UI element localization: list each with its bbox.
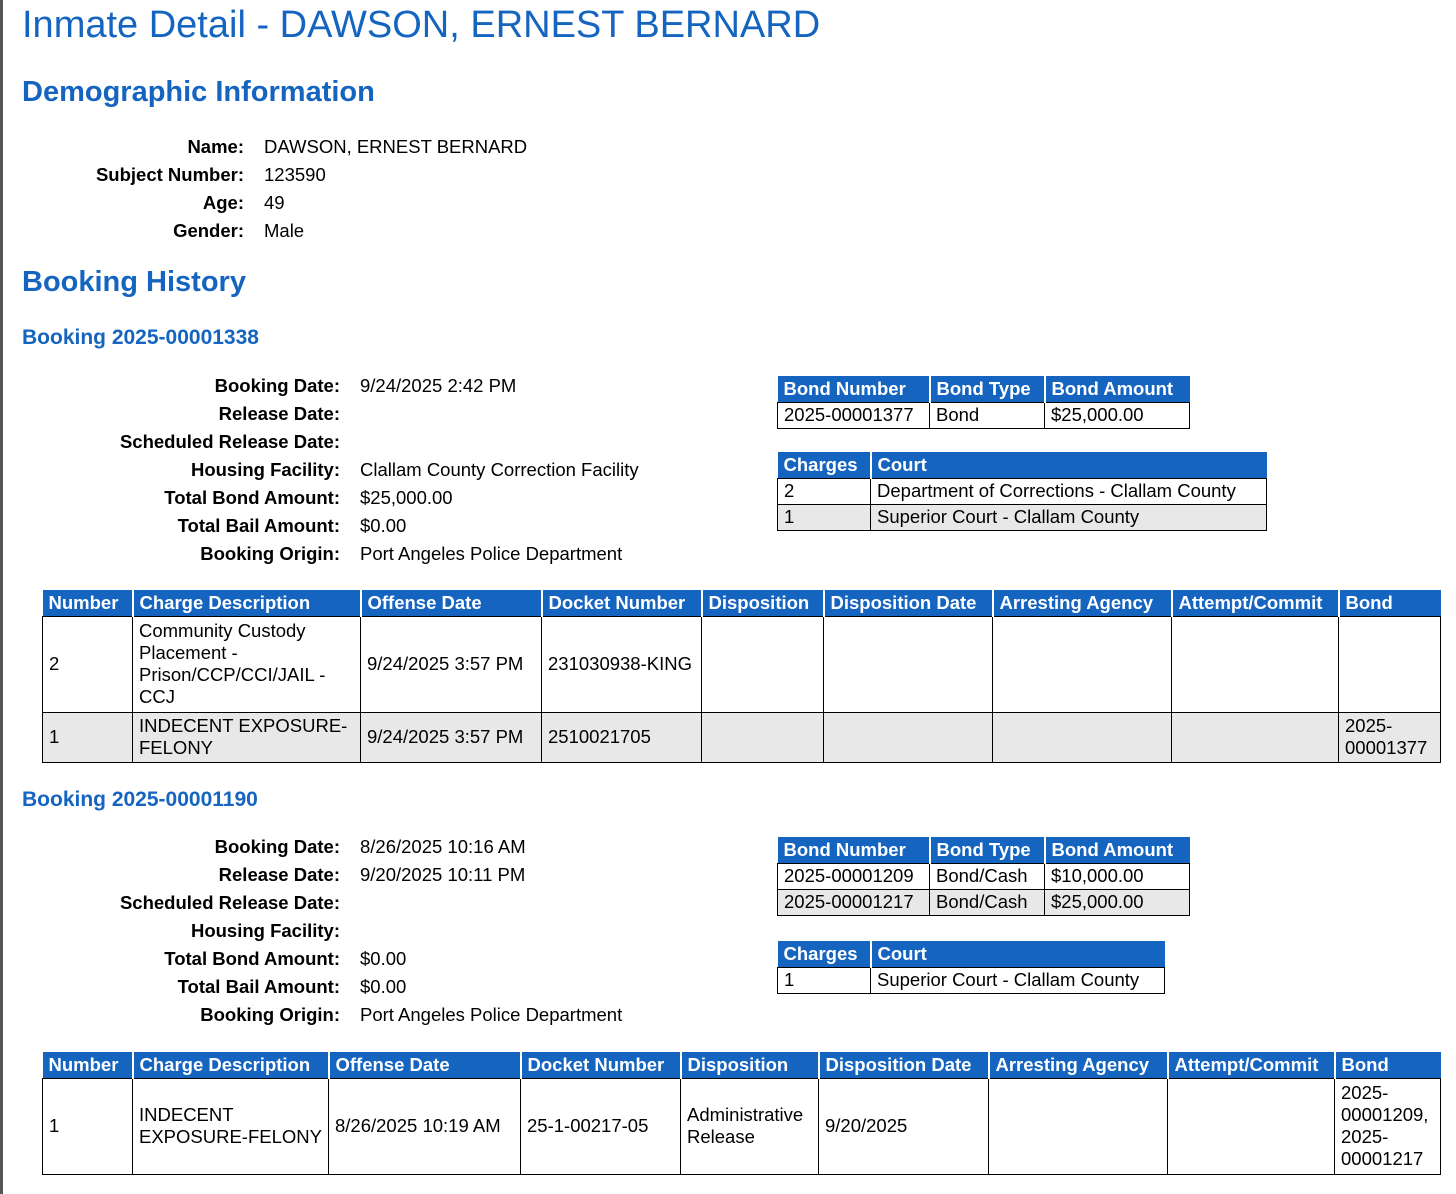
booking-detail-label: Booking Date: <box>214 836 340 857</box>
booking-detail-label: Booking Origin: <box>200 1004 340 1025</box>
booking-heading: Booking 2025-00001338 <box>22 326 259 349</box>
bond-table-header <box>778 376 1190 402</box>
court-name-cell: Superior Court - Clallam County <box>871 504 1267 530</box>
column-header-bond: Bond <box>1339 590 1441 616</box>
bond-amount-cell: $10,000.00 <box>1045 863 1190 889</box>
booking-detail-label: Total Bail Amount: <box>177 515 340 536</box>
docket-number-cell: 231030938-KING <box>542 616 702 712</box>
booking-detail-label: Housing Facility: <box>190 459 340 480</box>
column-header-bond-type: Bond Type <box>930 837 1045 863</box>
column-header-disposition: Disposition <box>702 590 824 616</box>
column-header-bond-type: Bond Type <box>930 376 1045 402</box>
disposition-cell <box>702 712 824 762</box>
booking-detail-row <box>106 917 622 945</box>
booking-detail-value <box>360 428 639 456</box>
booking-detail-value: $0.00 <box>360 515 407 536</box>
disposition-date-cell <box>824 616 993 712</box>
bond-amount-cell: $25,000.00 <box>1045 402 1190 428</box>
attempt-commit-cell <box>1168 1078 1335 1174</box>
column-header-number: Number <box>43 590 133 616</box>
column-header-disposition: Disposition <box>681 1052 819 1078</box>
disposition-cell <box>702 616 824 712</box>
demographic-label: Subject Number: <box>95 164 244 185</box>
demographic-row <box>86 161 527 189</box>
bond-row <box>778 402 1190 428</box>
booking-detail-value: Port Angeles Police Department <box>360 543 623 564</box>
booking-detail-label: Housing Facility: <box>190 920 340 941</box>
charge-number-cell: 1 <box>43 712 133 762</box>
booking-detail-row <box>106 540 639 568</box>
left-border <box>0 0 3 1194</box>
court-row <box>778 504 1267 530</box>
column-header-bond: Bond <box>1335 1052 1441 1078</box>
bond-row <box>778 863 1190 889</box>
docket-number-cell: 2510021705 <box>542 712 702 762</box>
demographic-table <box>86 133 527 245</box>
booking-detail-label: Booking Origin: <box>200 543 340 564</box>
bond-row <box>778 889 1190 915</box>
court-table <box>777 452 1267 531</box>
arresting-agency-cell <box>993 712 1172 762</box>
bond-table <box>777 837 1190 916</box>
booking-detail-row <box>106 1001 622 1029</box>
charge-number-cell: 2 <box>43 616 133 712</box>
booking-detail-value: $0.00 <box>360 976 407 997</box>
demographic-row <box>86 189 527 217</box>
bond-table <box>777 376 1190 429</box>
column-header-charge-description: Charge Description <box>133 590 361 616</box>
column-header-attempt-commit: Attempt/Commit <box>1168 1052 1335 1078</box>
column-header-bond-number: Bond Number <box>778 376 930 402</box>
charge-description-cell: INDECENT EXPOSURE-FELONY <box>133 712 361 762</box>
docket-number-cell: 25-1-00217-05 <box>521 1078 681 1174</box>
booking-detail-row <box>106 372 639 400</box>
column-header-charges: Charges <box>778 452 871 478</box>
court-table <box>777 941 1165 994</box>
booking-detail-value <box>360 917 622 945</box>
demographic-label: Name: <box>187 136 244 157</box>
arresting-agency-cell <box>989 1078 1168 1174</box>
charges-table <box>42 1052 1441 1175</box>
charge-description-cell: INDECENT EXPOSURE-FELONY <box>133 1078 329 1174</box>
court-charges-cell: 2 <box>778 478 871 504</box>
bond-number-cell: 2025-00001217 <box>778 889 930 915</box>
column-header-charge-description: Charge Description <box>133 1052 329 1078</box>
column-header-court: Court <box>871 941 1165 967</box>
booking-detail-row <box>106 512 639 540</box>
booking-history-heading: Booking History <box>22 266 246 298</box>
column-header-bond-amount: Bond Amount <box>1045 376 1190 402</box>
bond-cell: 2025-00001377 <box>1339 712 1441 762</box>
booking-detail-label: Total Bond Amount: <box>164 487 340 508</box>
bond-type-cell: Bond <box>930 402 1045 428</box>
arresting-agency-cell <box>993 616 1172 712</box>
demographic-label: Age: <box>202 192 244 213</box>
charge-row <box>43 616 1441 712</box>
column-header-arresting-agency: Arresting Agency <box>993 590 1172 616</box>
booking-details-table <box>106 833 622 1029</box>
disposition-cell: Administrative Release <box>681 1078 819 1174</box>
court-charges-cell: 1 <box>778 504 871 530</box>
booking-detail-value <box>360 400 639 428</box>
charges-table-header <box>43 590 1441 616</box>
booking-detail-value: $0.00 <box>360 948 407 969</box>
booking-heading: Booking 2025-00001190 <box>22 788 258 811</box>
court-name-cell: Department of Corrections - Clallam County <box>871 478 1267 504</box>
court-table-header <box>778 941 1165 967</box>
booking-detail-value: 8/26/2025 10:16 AM <box>360 836 526 857</box>
booking-detail-row <box>106 400 639 428</box>
charge-description-cell: Community Custody Placement - Prison/CCP/CCI/JAIL - CCJ <box>133 616 361 712</box>
booking-detail-value: Port Angeles Police Department <box>360 1004 623 1025</box>
booking-detail-label: Release Date: <box>218 864 340 885</box>
booking-details-table <box>106 372 639 568</box>
disposition-date-cell <box>824 712 993 762</box>
column-header-docket-number: Docket Number <box>521 1052 681 1078</box>
column-header-attempt-commit: Attempt/Commit <box>1172 590 1339 616</box>
booking-detail-value: 9/20/2025 10:11 PM <box>360 864 526 885</box>
page-title: Inmate Detail - DAWSON, ERNEST BERNARD <box>22 4 821 46</box>
booking-detail-row <box>106 973 622 1001</box>
booking-detail-value: 9/24/2025 2:42 PM <box>360 375 517 396</box>
booking-detail-row <box>106 945 622 973</box>
booking-detail-row <box>106 428 639 456</box>
column-header-arresting-agency: Arresting Agency <box>989 1052 1168 1078</box>
booking-detail-label: Booking Date: <box>214 375 340 396</box>
booking-detail-label: Scheduled Release Date: <box>119 892 340 913</box>
bond-type-cell: Bond/Cash <box>930 863 1045 889</box>
demographic-label: Gender: <box>173 220 244 241</box>
bond-amount-cell: $25,000.00 <box>1045 889 1190 915</box>
column-header-bond-number: Bond Number <box>778 837 930 863</box>
court-table-header <box>778 452 1267 478</box>
attempt-commit-cell <box>1172 712 1339 762</box>
demographic-heading: Demographic Information <box>22 76 375 108</box>
booking-detail-value <box>360 889 622 917</box>
offense-date-cell: 9/24/2025 3:57 PM <box>361 616 542 712</box>
attempt-commit-cell <box>1172 616 1339 712</box>
booking-detail-value: Clallam County Correction Facility <box>360 459 639 480</box>
column-header-disposition-date: Disposition Date <box>824 590 993 616</box>
court-row <box>778 478 1267 504</box>
column-header-number: Number <box>43 1052 133 1078</box>
column-header-offense-date: Offense Date <box>361 590 542 616</box>
charges-table-header <box>43 1052 1441 1078</box>
column-header-court: Court <box>871 452 1267 478</box>
booking-detail-row <box>106 833 622 861</box>
bond-number-cell: 2025-00001209 <box>778 863 930 889</box>
column-header-charges: Charges <box>778 941 871 967</box>
disposition-date-cell: 9/20/2025 <box>819 1078 989 1174</box>
charge-row <box>43 712 1441 762</box>
demographic-value: DAWSON, ERNEST BERNARD <box>264 136 528 157</box>
offense-date-cell: 8/26/2025 10:19 AM <box>329 1078 521 1174</box>
bond-type-cell: Bond/Cash <box>930 889 1045 915</box>
bond-cell: 2025-00001209, 2025-00001217 <box>1335 1078 1441 1174</box>
charge-row <box>43 1078 1441 1174</box>
booking-detail-row <box>106 861 622 889</box>
bond-number-cell: 2025-00001377 <box>778 402 930 428</box>
demographic-row <box>86 217 527 245</box>
column-header-bond-amount: Bond Amount <box>1045 837 1190 863</box>
court-name-cell: Superior Court - Clallam County <box>871 967 1165 993</box>
bond-table-header <box>778 837 1190 863</box>
demographic-value: 49 <box>264 192 285 213</box>
charges-table <box>42 590 1441 763</box>
demographic-row <box>86 133 527 161</box>
column-header-disposition-date: Disposition Date <box>819 1052 989 1078</box>
booking-detail-label: Total Bail Amount: <box>177 976 340 997</box>
booking-detail-row <box>106 456 639 484</box>
demographic-value: Male <box>264 220 305 241</box>
column-header-offense-date: Offense Date <box>329 1052 521 1078</box>
booking-detail-label: Total Bond Amount: <box>164 948 340 969</box>
court-row <box>778 967 1165 993</box>
demographic-value: 123590 <box>264 164 326 185</box>
charge-number-cell: 1 <box>43 1078 133 1174</box>
booking-detail-row <box>106 889 622 917</box>
booking-detail-row <box>106 484 639 512</box>
column-header-docket-number: Docket Number <box>542 590 702 616</box>
court-charges-cell: 1 <box>778 967 871 993</box>
booking-detail-value: $25,000.00 <box>360 487 453 508</box>
offense-date-cell: 9/24/2025 3:57 PM <box>361 712 542 762</box>
bond-cell <box>1339 616 1441 712</box>
booking-detail-label: Release Date: <box>218 403 340 424</box>
booking-detail-label: Scheduled Release Date: <box>119 431 340 452</box>
